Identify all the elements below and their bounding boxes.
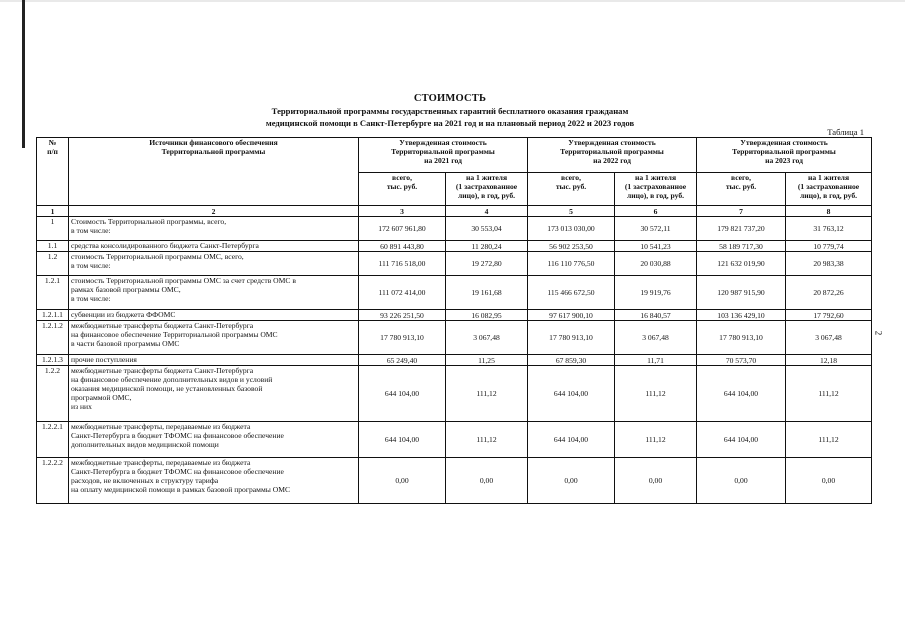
document-subtitle-line2: медицинской помощи в Санкт-Петербурге на 2021 год и на плановый период 2022 и 2023 годов bbox=[265, 118, 635, 128]
row-number: 1.2.1 bbox=[37, 276, 69, 310]
cell-total-2022: 56 902 253,50 bbox=[528, 241, 615, 252]
cell-per-capita-2021: 30 553,04 bbox=[446, 217, 528, 241]
row-source-name: межбюджетные трансферты бюджета Санкт-Петербурга на финансовое обеспечение дополнительных видов и условий оказания медицинской помощи, не установленных базовой программой ОМС, из них bbox=[69, 366, 359, 422]
cell-total-2023: 644 104,00 bbox=[697, 366, 786, 422]
cell-total-2022: 97 617 900,10 bbox=[528, 310, 615, 321]
row-number: 1.2.1.3 bbox=[37, 355, 69, 366]
cell-per-capita-2023: 0,00 bbox=[786, 458, 872, 504]
header-year-2021: Утвержденная стоимость Территориальной программы на 2021 год bbox=[359, 138, 528, 173]
cell-per-capita-2023: 3 067,48 bbox=[786, 321, 872, 355]
cell-total-2022: 644 104,00 bbox=[528, 422, 615, 458]
table-row bbox=[37, 252, 872, 276]
table-row bbox=[37, 310, 872, 321]
cell-per-capita-2023: 111,12 bbox=[786, 422, 872, 458]
cell-per-capita-2021: 3 067,48 bbox=[446, 321, 528, 355]
row-source-name: Стоимость Территориальной программы, всего, в том числе: bbox=[69, 217, 359, 241]
row-source-name: межбюджетные трансферты, передаваемые из бюджета Санкт-Петербурга в бюджет ТФОМС на финансовое обеспечение расходов, не включенных в структуру тарифа на оплату медицинской помощи в рамках базовой программы ОМС bbox=[69, 458, 359, 504]
row-source-name: субвенции из бюджета ФФОМС bbox=[69, 310, 359, 321]
cell-total-2021: 172 607 961,80 bbox=[359, 217, 446, 241]
cell-total-2023: 121 632 019,90 bbox=[697, 252, 786, 276]
document-subtitle-line1: Территориальной программы государственных гарантий бесплатного оказания гражданам bbox=[271, 106, 629, 116]
column-number: 1 bbox=[37, 206, 69, 217]
cell-per-capita-2021: 19 272,80 bbox=[446, 252, 528, 276]
column-number: 8 bbox=[786, 206, 872, 217]
cell-total-2023: 0,00 bbox=[697, 458, 786, 504]
cell-total-2022: 17 780 913,10 bbox=[528, 321, 615, 355]
header-source: Источники финансового обеспечения Территориальной программы bbox=[69, 138, 359, 206]
scan-margin-line bbox=[22, 0, 25, 148]
column-number-row bbox=[37, 206, 872, 217]
table-row bbox=[37, 241, 872, 252]
cell-total-2023: 17 780 913,10 bbox=[697, 321, 786, 355]
row-number: 1 bbox=[37, 217, 69, 241]
cell-per-capita-2021: 0,00 bbox=[446, 458, 528, 504]
cell-total-2023: 644 104,00 bbox=[697, 422, 786, 458]
row-source-name: прочие поступления bbox=[69, 355, 359, 366]
cell-total-2022: 644 104,00 bbox=[528, 366, 615, 422]
row-number: 1.2.2.1 bbox=[37, 422, 69, 458]
cell-total-2023: 70 573,70 bbox=[697, 355, 786, 366]
cell-per-capita-2022: 10 541,23 bbox=[615, 241, 697, 252]
cell-total-2023: 103 136 429,10 bbox=[697, 310, 786, 321]
header-per-capita-2022: на 1 жителя (1 застрахованное лицо), в год, руб. bbox=[615, 173, 697, 206]
table-row bbox=[37, 366, 872, 422]
row-source-name: межбюджетные трансферты, передаваемые из бюджета Санкт-Петербурга в бюджет ТФОМС на финансовое обеспечение дополнительных видов медицинской помощи bbox=[69, 422, 359, 458]
cell-per-capita-2021: 111,12 bbox=[446, 366, 528, 422]
cell-per-capita-2022: 3 067,48 bbox=[615, 321, 697, 355]
table-row bbox=[37, 217, 872, 241]
cell-total-2022: 67 859,30 bbox=[528, 355, 615, 366]
cell-total-2022: 115 466 672,50 bbox=[528, 276, 615, 310]
cell-per-capita-2022: 16 840,57 bbox=[615, 310, 697, 321]
cell-total-2023: 58 189 717,30 bbox=[697, 241, 786, 252]
cell-total-2022: 0,00 bbox=[528, 458, 615, 504]
header-year-2023: Утвержденная стоимость Территориальной программы на 2023 год bbox=[697, 138, 872, 173]
row-number: 1.2.2.2 bbox=[37, 458, 69, 504]
header-row-1 bbox=[37, 138, 872, 173]
cost-table bbox=[36, 137, 872, 504]
cell-per-capita-2023: 10 779,74 bbox=[786, 241, 872, 252]
cell-per-capita-2021: 11,25 bbox=[446, 355, 528, 366]
column-number: 7 bbox=[697, 206, 786, 217]
cell-per-capita-2021: 11 280,24 bbox=[446, 241, 528, 252]
cell-per-capita-2022: 11,71 bbox=[615, 355, 697, 366]
row-source-name: межбюджетные трансферты бюджета Санкт-Петербурга на финансовое обеспечение Территориальной программы ОМС в части базовой программы ОМС bbox=[69, 321, 359, 355]
cell-per-capita-2022: 20 030,88 bbox=[615, 252, 697, 276]
cell-per-capita-2021: 19 161,68 bbox=[446, 276, 528, 310]
cell-total-2023: 179 821 737,20 bbox=[697, 217, 786, 241]
page-number: 2 bbox=[873, 330, 884, 336]
cell-total-2022: 116 110 776,50 bbox=[528, 252, 615, 276]
row-number: 1.1 bbox=[37, 241, 69, 252]
cell-total-2021: 111 716 518,00 bbox=[359, 252, 446, 276]
row-source-name: стоимость Территориальной программы ОМС, всего, в том числе: bbox=[69, 252, 359, 276]
table-row bbox=[37, 276, 872, 310]
document-title-block bbox=[160, 93, 740, 129]
cell-per-capita-2023: 20 983,38 bbox=[786, 252, 872, 276]
cell-per-capita-2021: 16 082,95 bbox=[446, 310, 528, 321]
cell-total-2022: 173 013 030,00 bbox=[528, 217, 615, 241]
table-row bbox=[37, 321, 872, 355]
row-source-name: стоимость Территориальной программы ОМС за счет средств ОМС в рамках базовой программы ОМС, в том числе: bbox=[69, 276, 359, 310]
cell-total-2021: 644 104,00 bbox=[359, 422, 446, 458]
table-row bbox=[37, 355, 872, 366]
document-title: СТОИМОСТЬ bbox=[413, 93, 487, 104]
cell-per-capita-2023: 12,18 bbox=[786, 355, 872, 366]
cell-per-capita-2022: 19 919,76 bbox=[615, 276, 697, 310]
scan-border bbox=[0, 0, 905, 2]
header-total-2022: всего, тыс. руб. bbox=[528, 173, 615, 206]
table-row bbox=[37, 422, 872, 458]
header-per-capita-2023: на 1 жителя (1 застрахованное лицо), в год, руб. bbox=[786, 173, 872, 206]
cell-per-capita-2023: 20 872,26 bbox=[786, 276, 872, 310]
header-num: № п/п bbox=[37, 138, 69, 206]
column-number: 5 bbox=[528, 206, 615, 217]
header-total-2021: всего, тыс. руб. bbox=[359, 173, 446, 206]
cell-per-capita-2023: 31 763,12 bbox=[786, 217, 872, 241]
cell-total-2021: 0,00 bbox=[359, 458, 446, 504]
column-number: 3 bbox=[359, 206, 446, 217]
table-row bbox=[37, 458, 872, 504]
column-number: 4 bbox=[446, 206, 528, 217]
cell-per-capita-2022: 111,12 bbox=[615, 422, 697, 458]
cell-total-2021: 60 891 443,80 bbox=[359, 241, 446, 252]
row-source-name: средства консолидированного бюджета Санкт-Петербурга bbox=[69, 241, 359, 252]
cell-total-2021: 93 226 251,50 bbox=[359, 310, 446, 321]
cell-per-capita-2023: 111,12 bbox=[786, 366, 872, 422]
row-number: 1.2.1.1 bbox=[37, 310, 69, 321]
cell-total-2021: 17 780 913,10 bbox=[359, 321, 446, 355]
cell-total-2023: 120 987 915,90 bbox=[697, 276, 786, 310]
cell-total-2021: 111 072 414,00 bbox=[359, 276, 446, 310]
cell-per-capita-2022: 0,00 bbox=[615, 458, 697, 504]
header-per-capita-2021: на 1 жителя (1 застрахованное лицо), в год, руб. bbox=[446, 173, 528, 206]
cell-total-2021: 65 249,40 bbox=[359, 355, 446, 366]
row-number: 1.2.1.2 bbox=[37, 321, 69, 355]
column-number: 6 bbox=[615, 206, 697, 217]
header-total-2023: всего, тыс. руб. bbox=[697, 173, 786, 206]
cell-per-capita-2022: 30 572,11 bbox=[615, 217, 697, 241]
cell-per-capita-2021: 111,12 bbox=[446, 422, 528, 458]
row-number: 1.2 bbox=[37, 252, 69, 276]
column-number: 2 bbox=[69, 206, 359, 217]
cell-total-2021: 644 104,00 bbox=[359, 366, 446, 422]
cell-per-capita-2022: 111,12 bbox=[615, 366, 697, 422]
cell-per-capita-2023: 17 792,60 bbox=[786, 310, 872, 321]
table-label: Таблица 1 bbox=[827, 127, 864, 137]
row-number: 1.2.2 bbox=[37, 366, 69, 422]
header-year-2022: Утвержденная стоимость Территориальной программы на 2022 год bbox=[528, 138, 697, 173]
